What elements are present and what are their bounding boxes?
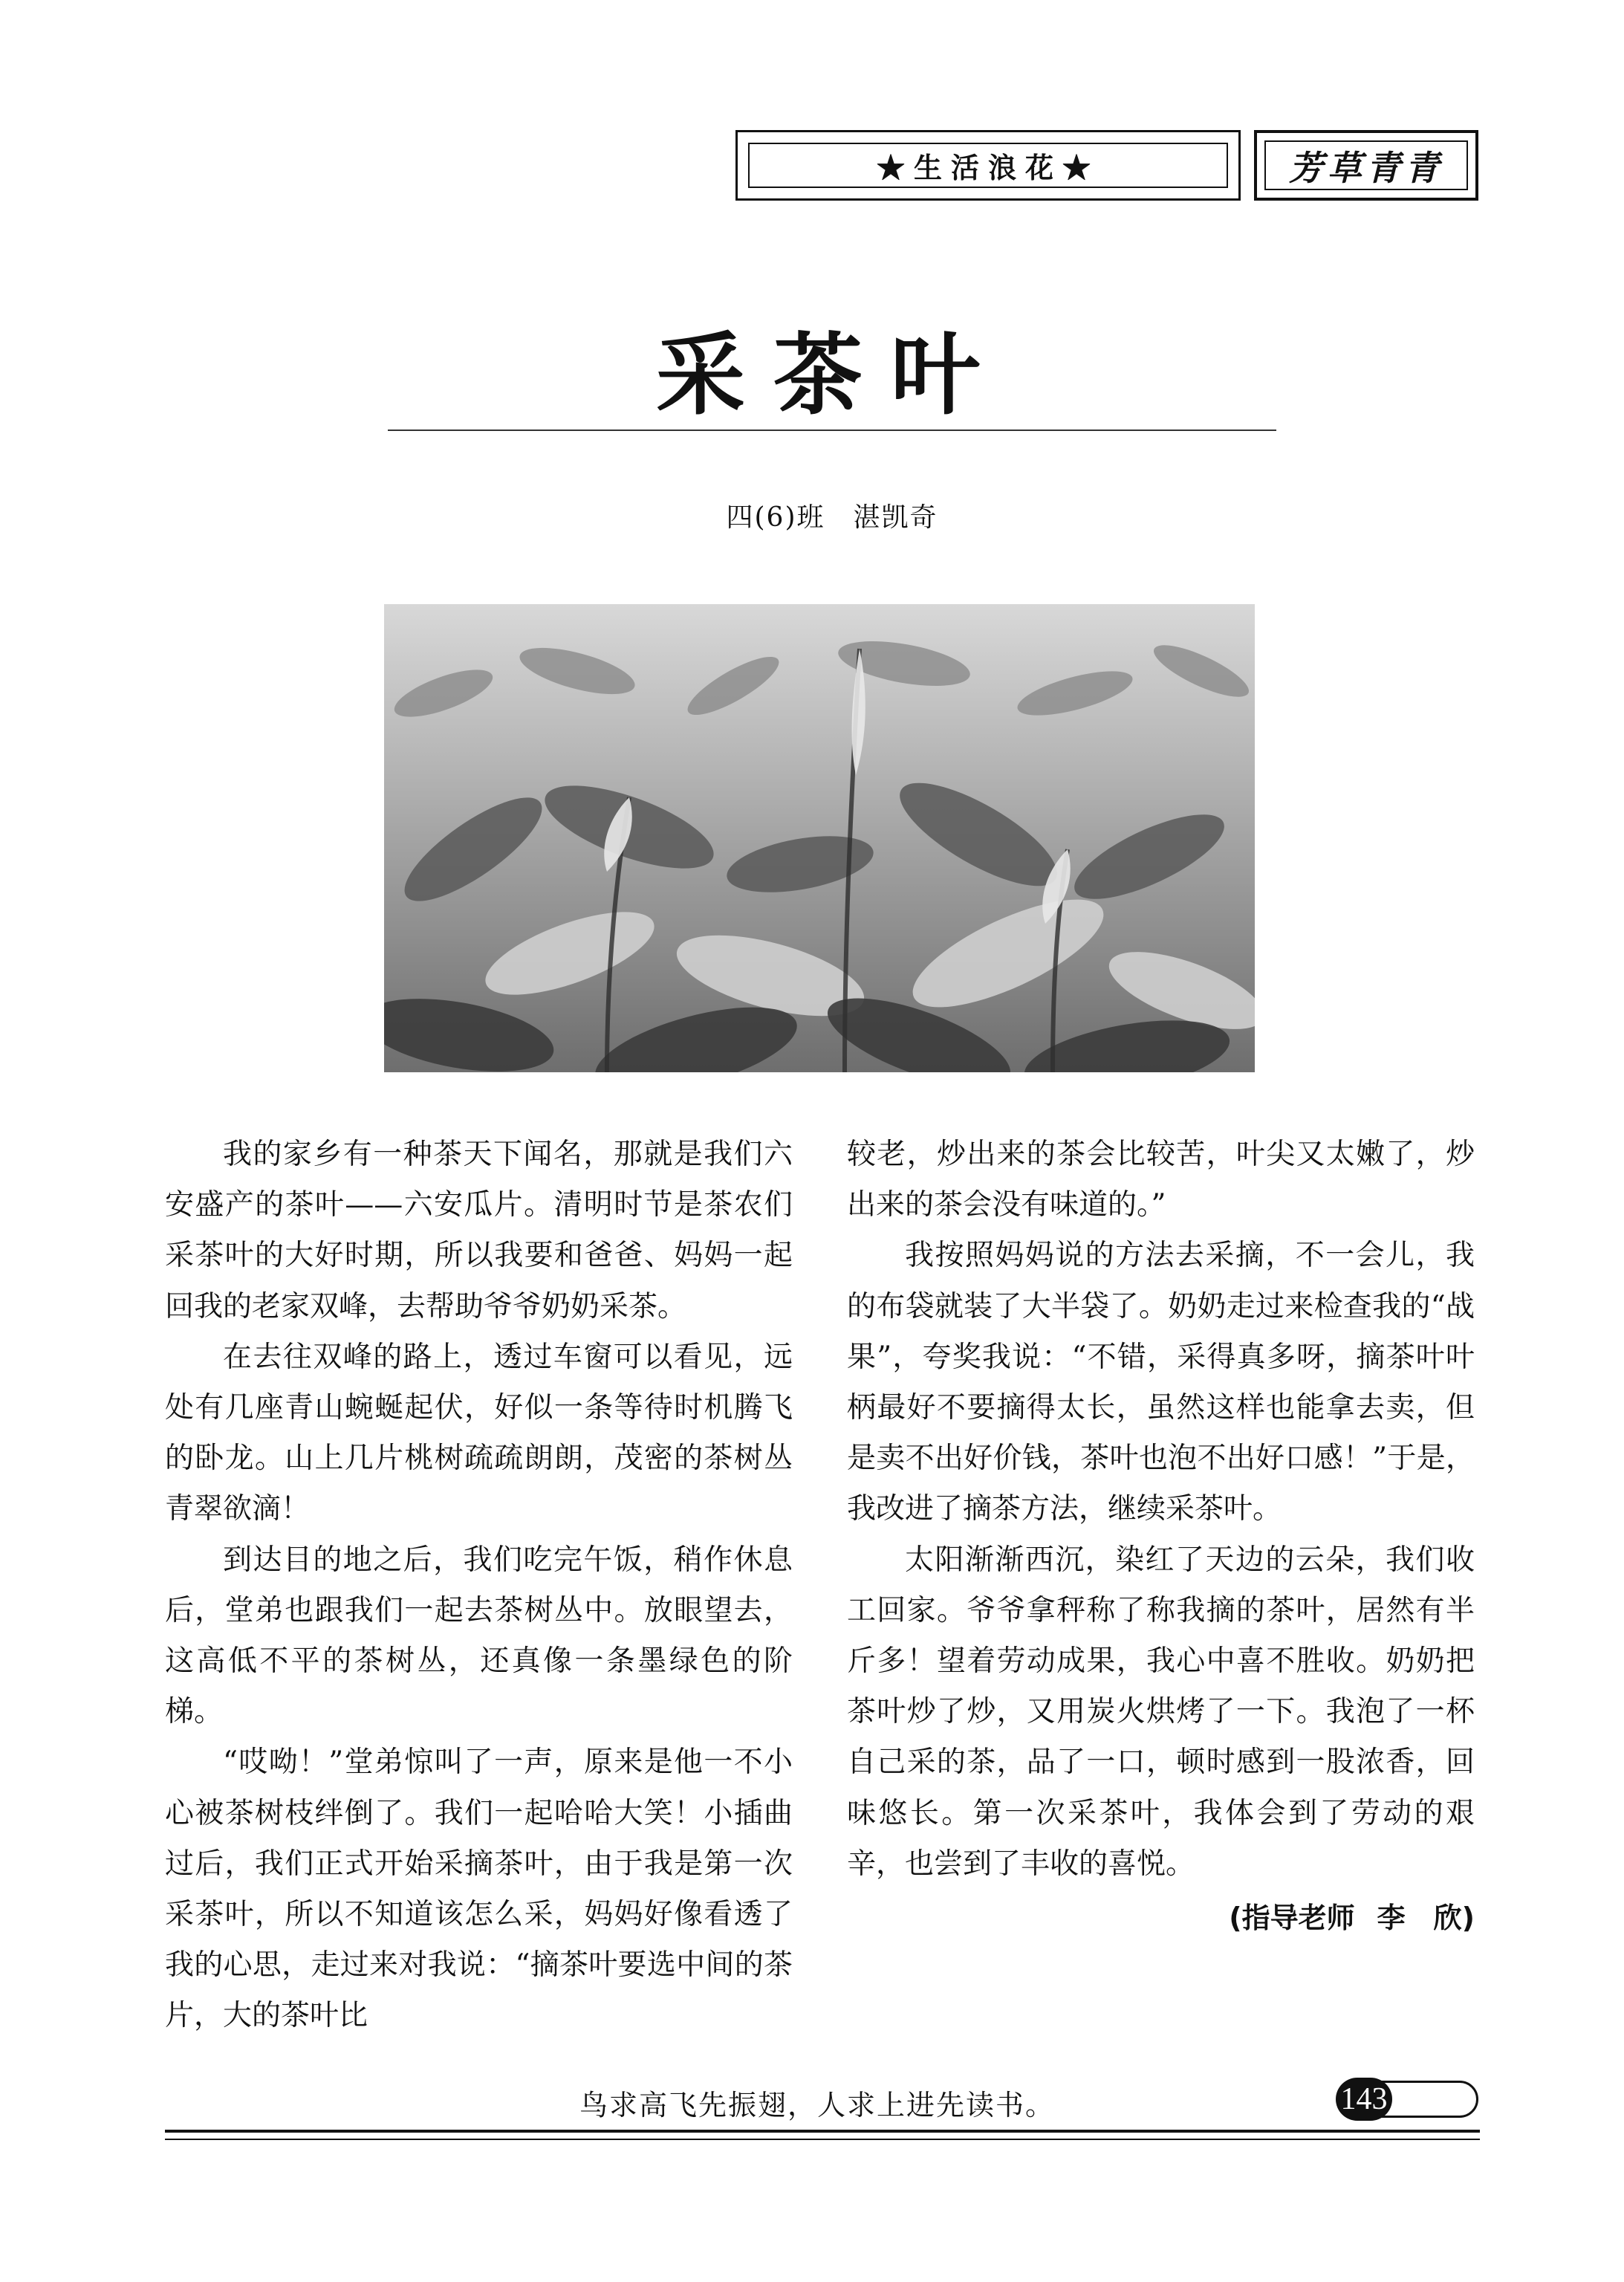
paragraph-continued: 较老，炒出来的茶会比较苦，叶尖又太嫩了，炒出来的茶会没有味道的。”: [847, 1138, 1475, 1222]
footer-rule-thin: [165, 2139, 1480, 2140]
paragraph: 太阳渐渐西沉，染红了天边的云朵，我们收工回家。爷爷拿秤称了称我摘的茶叶，居然有半斤多！望着劳动成果，我心中喜不胜收。奶奶把茶叶炒了炒，又用炭火烘烤了一下。我泡了一杯自己采的茶，品了一口，顿时感到一股浓香，回味悠长。第一次采茶叶，我体会到了劳动的艰辛，也尝到了丰收的喜悦。: [847, 1543, 1475, 1881]
column-name: 芳草青青: [1264, 140, 1468, 190]
title-divider: [388, 430, 1276, 431]
advisor-name: 李 欣): [1377, 1902, 1475, 1935]
article-byline: 四(6)班 湛凯奇: [726, 502, 938, 533]
paragraph: 在去往双峰的路上，透过车窗可以看见，远处有几座青山蜿蜒起伏，好似一条等待时机腾飞的卧龙。山上几片桃树疏疏朗朗，茂密的茶树丛青翠欲滴！: [165, 1340, 793, 1526]
advisor-role: (指导老师: [1229, 1902, 1355, 1935]
column-banner: [1254, 130, 1478, 201]
paragraph: 我的家乡有一种茶天下闻名，那就是我们六安盛产的茶叶——六安瓜片。清明时节是茶农们采茶叶的大好时期，所以我要和爸爸、妈妈一起回我的老家双峰，去帮助爷爷奶奶采茶。: [165, 1138, 793, 1323]
section-banner: [735, 130, 1241, 201]
right-column: [847, 1129, 1475, 1943]
tea-leaves-photo: [384, 604, 1255, 1072]
paragraph: “哎呦！”堂弟惊叫了一声，原来是他一不小心被茶树枝绊倒了。我们一起哈哈大笑！小插曲过后，我们正式开始采摘茶叶，由于我是第一次采茶叶，所以不知道该怎么采，妈妈好像看透了我的心思，走过来对我说：“摘茶叶要选中间的茶片，大的茶叶比: [165, 1745, 793, 2033]
section-label: ★生活浪花★: [748, 143, 1228, 188]
advisor-signature: [847, 1893, 1475, 1943]
page-number: 143: [1336, 2078, 1392, 2121]
paragraph: 我按照妈妈说的方法去采摘，不一会儿，我的布袋就装了大半袋了。奶奶走过来检查我的“战果”，夸奖我说：“不错，采得真多呀，摘茶叶叶柄最好不要摘得太长，虽然这样也能拿去卖，但是卖不出好价钱，茶叶也泡不出好口感！”于是，我改进了摘茶方法，继续采茶叶。: [847, 1239, 1475, 1526]
paragraph: 到达目的地之后，我们吃完午饭，稍作休息后，堂弟也跟我们一起去茶树丛中。放眼望去，这高低不平的茶树丛，还真像一条墨绿色的阶梯。: [165, 1543, 793, 1729]
footer-rule-thick: [165, 2130, 1480, 2133]
article-title: 采茶叶: [656, 322, 1008, 427]
tea-leaves-illustration: [384, 604, 1255, 1072]
footer-motto: 鸟求高飞先振翅，人求上进先读书。: [579, 2089, 1055, 2121]
left-column: [165, 1129, 793, 2042]
